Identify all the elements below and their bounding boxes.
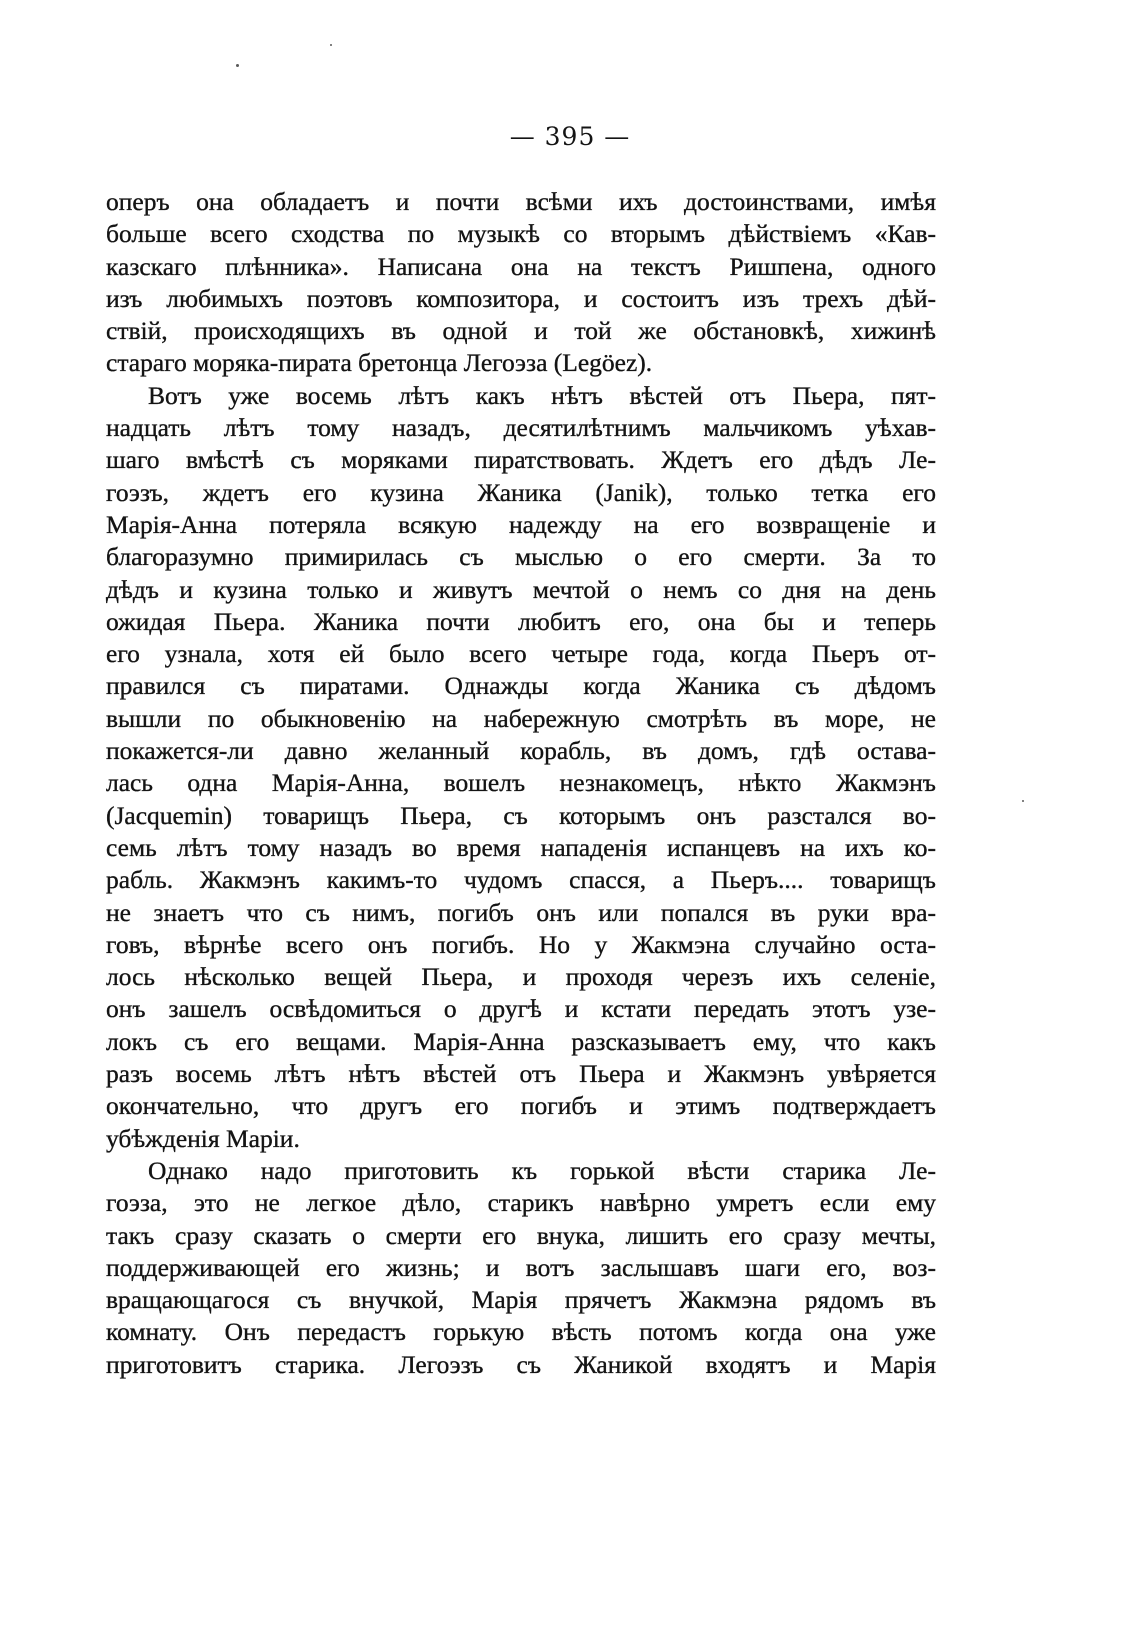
text-line: семь лѣтъ тому назадъ во время нападенія испанцевъ на ихъ ко- xyxy=(106,832,936,862)
ink-speck xyxy=(1022,800,1024,802)
text-line: приготовитъ старика. Легоэзъ съ Жаникой входятъ и Марія xyxy=(106,1349,936,1379)
text-line: гоэзъ, ждетъ его кузина Жаника (Janik), только тетка его xyxy=(106,477,936,507)
text-line: покажется-ли давно желанный корабль, въ домъ, гдѣ остава- xyxy=(106,736,936,766)
text-line: Марія-Анна потеряла всякую надежду на его возвращеніе и xyxy=(106,509,936,539)
text-line: стараго моряка-пирата бретонца Легоэза (Legöez). xyxy=(106,348,653,378)
text-line: не знаетъ что съ нимъ, погибъ онъ или попался въ руки вра- xyxy=(106,897,936,927)
text-line: лось нѣсколько вещей Пьера, и проходя черезъ ихъ селеніе, xyxy=(106,962,936,992)
ink-speck xyxy=(330,44,332,46)
text-line: (Jacquemin) товарищъ Пьера, съ которымъ онъ разстался во- xyxy=(106,800,936,830)
text-line: говъ, вѣрнѣе всего онъ погибъ. Но у Жакмэна случайно оста- xyxy=(106,929,936,959)
text-line: казскаго плѣнника». Написана она на текстъ Ришпена, одного xyxy=(106,251,936,281)
text-line: вращающагося съ внучкой, Марія прячетъ Жакмэна рядомъ въ xyxy=(106,1285,936,1315)
text-line: дѣдъ и кузина только и живутъ мечтой о немъ со дня на день xyxy=(106,574,936,604)
text-line: его узнала, хотя ей было всего четыре года, когда Пьеръ от- xyxy=(106,639,936,669)
text-line: благоразумно примирилась съ мыслью о его смерти. За то xyxy=(106,542,936,572)
paragraph-3 xyxy=(106,1155,936,1381)
text-line: локъ съ его вещами. Марія-Анна разсказываетъ ему, что какъ xyxy=(106,1026,936,1056)
text-line: оперъ она обладаетъ и почти всѣми ихъ достоинствами, имѣя xyxy=(106,187,936,216)
text-line: гоэза, это не легкое дѣло, старикъ навѣрно умретъ если ему xyxy=(106,1188,936,1218)
text-line: комнату. Онъ передастъ горькую вѣсть потомъ когда она уже xyxy=(106,1317,936,1347)
text-line: шаго вмѣстѣ съ моряками пиратствовать. Ждетъ его дѣдъ Ле- xyxy=(106,445,936,475)
paragraph-2 xyxy=(106,380,936,1155)
text-line: больше всего сходства по музыкѣ со вторымъ дѣйствіемъ «Кав- xyxy=(106,219,936,249)
text-line: окончательно, что другъ его погибъ и этимъ подтверждаетъ xyxy=(106,1091,936,1121)
text-line: надцать лѣтъ тому назадъ, десятилѣтнимъ мальчикомъ уѣхав- xyxy=(106,413,936,443)
text-line: разъ восемь лѣтъ нѣтъ вѣстей отъ Пьера и Жакмэнъ увѣряется xyxy=(106,1059,936,1089)
page-number: — 395 — xyxy=(509,122,631,151)
text-line: Вотъ уже восемь лѣтъ какъ нѣтъ вѣстей отъ Пьера, пят- xyxy=(148,380,936,410)
text-line: поддерживающей его жизнь; и вотъ заслышавъ шаги его, воз- xyxy=(106,1252,936,1282)
text-line: вышли по обыкновенію на набережную смотрѣть въ море, не xyxy=(106,703,936,733)
text-line: изъ любимыхъ поэтовъ композитора, и состоитъ изъ трехъ дѣй- xyxy=(106,283,936,313)
text-line: ствій, происходящихъ въ одной и той же обстановкѣ, хижинѣ xyxy=(106,316,936,346)
text-line: такъ сразу сказать о смерти его внука, лишить его сразу мечты, xyxy=(106,1220,936,1250)
body-text xyxy=(106,186,936,1381)
text-line: лась одна Марія-Анна, вошелъ незнакомецъ, нѣкто Жакмэнъ xyxy=(106,768,936,798)
text-line: Однако надо приготовить къ горькой вѣсти старика Ле- xyxy=(148,1155,936,1185)
text-line: рабль. Жакмэнъ какимъ-то чудомъ спасся, а Пьеръ.... товарищъ xyxy=(106,865,936,895)
paragraph-1 xyxy=(106,186,936,380)
text-line: убѣжденія Маріи. xyxy=(106,1123,300,1153)
text-line: правился съ пиратами. Однажды когда Жаника съ дѣдомъ xyxy=(106,671,936,701)
text-line: ожидая Пьера. Жаника почти любитъ его, она бы и теперь xyxy=(106,606,936,636)
ink-speck xyxy=(236,64,239,67)
text-line: онъ зашелъ освѣдомиться о другѣ и кстати передать этотъ узе- xyxy=(106,994,936,1024)
